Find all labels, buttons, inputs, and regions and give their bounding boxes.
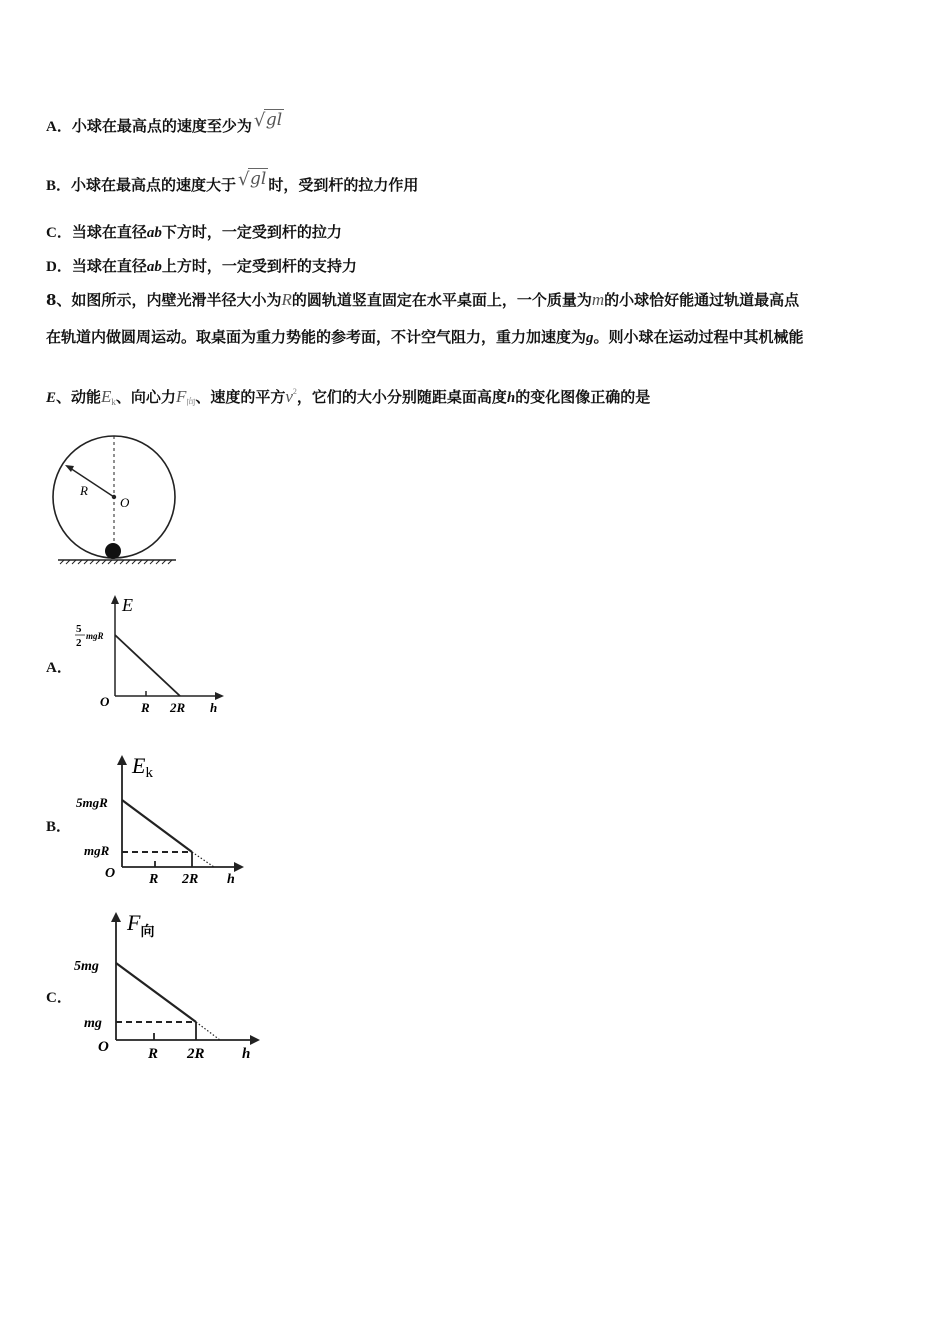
circle-track-figure xyxy=(52,430,182,570)
graph-a xyxy=(72,592,232,717)
graph-a-y-unit: mgR xyxy=(86,631,104,641)
option-b-label: B． xyxy=(46,178,72,194)
graph-c-y-low: mg xyxy=(84,1016,102,1031)
graph-a-x-arrow xyxy=(215,692,224,700)
graph-c-origin: O xyxy=(98,1039,109,1055)
sqrt-gl: √ gl xyxy=(253,110,283,131)
center-point xyxy=(112,495,116,499)
q8-line1 xyxy=(46,289,799,310)
q8-text-3d: ，它们的大小分别随距桌面高度 xyxy=(296,388,507,406)
graph-c-x-tick-r: R xyxy=(148,1046,159,1062)
radius-arrow xyxy=(67,466,114,497)
q8-line2 xyxy=(46,326,804,347)
option-b-text-before: 小球在最高点的速度大于 xyxy=(71,176,237,194)
option-c-var: ab xyxy=(146,225,162,241)
graph-a-data-line xyxy=(115,635,180,696)
option-c-text-before: 当球在直径 xyxy=(71,223,147,241)
q8-text-2a: 在轨道内做圆周运动。取桌面为重力势能的参考面，不计空气阻力，重力加速度为 xyxy=(46,328,587,346)
q8-text-3b: 、向心力 xyxy=(115,388,176,406)
graph-b-x-tick-2r: 2R xyxy=(182,872,199,887)
graph-c-option-label: C． xyxy=(46,990,72,1006)
graph-a-option-label: A． xyxy=(46,660,72,676)
option-b xyxy=(46,169,419,195)
q8-text-3e: 的变化图像正确的是 xyxy=(515,388,651,406)
q8-text-2b: 。则小球在运动过程中其机械能 xyxy=(593,328,804,346)
graph-b-x-arrow xyxy=(234,862,244,872)
graph-b-extension xyxy=(192,852,214,867)
option-a-text: 小球在最高点的速度至少为 xyxy=(71,117,252,135)
graph-a-x-label: h xyxy=(210,700,218,715)
graph-c-data-line xyxy=(116,963,196,1022)
q8-var-g: g xyxy=(586,330,594,346)
sqrt-gl-b: √ gl xyxy=(238,169,267,190)
graph-a-x-tick-2r: 2R xyxy=(170,700,186,715)
graph-b-x-label: h xyxy=(227,872,235,887)
graph-b-y-top: 5mgR xyxy=(76,795,108,810)
q8-var-r: R xyxy=(281,290,292,309)
q8-text-3c: 、速度的平方 xyxy=(195,388,286,406)
graph-b xyxy=(72,750,252,890)
graph-b-y-arrow xyxy=(117,755,127,765)
q8-ek: Ek xyxy=(101,387,116,407)
graph-c-y-label: $F_向$ xyxy=(127,910,155,940)
option-d-text-after: 上方时，一定受到杆的支持力 xyxy=(161,257,357,275)
option-b-text-after: 时，受到杆的拉力作用 xyxy=(268,176,419,194)
q8-var-h: h xyxy=(506,390,516,406)
option-c-label: C． xyxy=(46,225,72,241)
graph-c-x-arrow xyxy=(250,1035,260,1045)
q8-line3 xyxy=(46,386,650,408)
graph-c xyxy=(72,908,267,1063)
option-d xyxy=(46,255,357,276)
graph-c-x-tick-2r: 2R xyxy=(187,1046,205,1062)
graph-c-y-arrow xyxy=(111,912,121,922)
q8-text-1a: 8、如图所示，内壁光滑半径大小为 xyxy=(46,291,282,309)
ball xyxy=(105,543,121,559)
graph-a-y-arrow xyxy=(111,595,119,604)
option-d-label: D． xyxy=(46,259,72,275)
graph-b-y-low: mgR xyxy=(84,843,110,858)
graph-a-y-den: 2 xyxy=(76,637,82,649)
option-c-text-after: 下方时，一定受到杆的拉力 xyxy=(161,223,342,241)
q8-f: F向 xyxy=(175,387,196,407)
option-c xyxy=(46,221,342,242)
q8-text-1c: 的小球恰好能通过轨道最高点 xyxy=(604,291,800,309)
graph-c-x-label: h xyxy=(242,1046,251,1062)
graph-b-y-label: Ek xyxy=(132,753,153,781)
q8-var-e: E xyxy=(46,390,57,406)
graph-a-y-label: E xyxy=(122,595,133,615)
option-d-text-before: 当球在直径 xyxy=(71,257,147,275)
graph-b-option-label: B． xyxy=(46,819,72,835)
graph-c-extension xyxy=(196,1022,220,1040)
graph-c-y-top: 5mg xyxy=(74,959,99,974)
graph-b-x-tick-r: R xyxy=(149,872,159,887)
graph-a-x-tick-r: R xyxy=(141,700,150,715)
graph-b-origin: O xyxy=(105,866,116,881)
option-a-label: A． xyxy=(46,119,72,135)
option-d-var: ab xyxy=(146,259,162,275)
q8-text-1b: 的圆轨道竖直固定在水平桌面上，一个质量为 xyxy=(291,291,592,309)
graph-a-y-num: 5 xyxy=(76,623,82,635)
q8-var-m: m xyxy=(591,290,605,309)
graph-a-origin: O xyxy=(100,694,110,709)
q8-text-3a: 、动能 xyxy=(56,388,102,406)
graph-b-data-line xyxy=(122,800,192,852)
q8-v2: $v^2$ xyxy=(285,387,297,406)
radius-arrowhead xyxy=(65,465,74,472)
radius-label: R xyxy=(80,483,88,498)
option-a xyxy=(46,110,284,136)
center-label: O xyxy=(120,495,130,510)
